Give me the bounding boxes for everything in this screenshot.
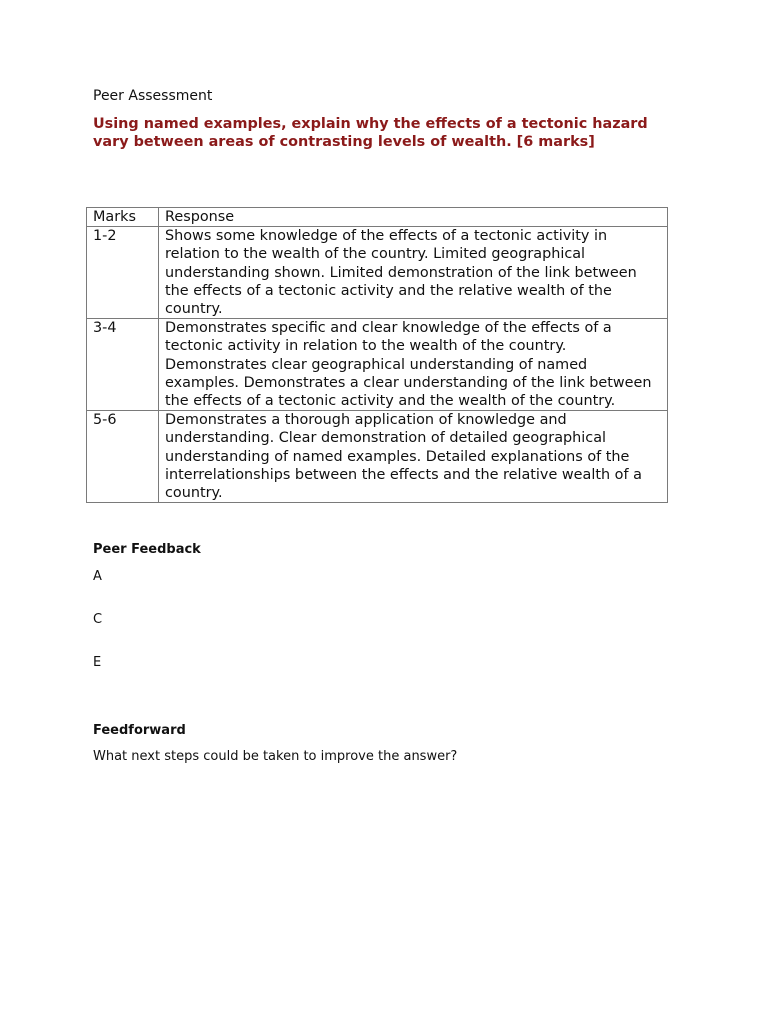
marks-cell: 3-4 xyxy=(87,319,159,411)
table-row xyxy=(87,411,668,503)
marks-column-header: Marks xyxy=(87,208,159,227)
table-header-row xyxy=(87,208,668,227)
table-row xyxy=(87,227,668,319)
response-cell: Shows some knowledge of the effects of a tectonic activity in relation to the wealth of the country. Limited geographical understanding shown. Limited demonstration of the link between the effects of a tectonic activity and the relative wealth of the country. xyxy=(159,227,668,319)
feedback-item-c: C xyxy=(93,612,103,627)
document-title: Peer Assessment xyxy=(93,88,213,104)
response-cell: Demonstrates specific and clear knowledge of the effects of a tectonic activity in relation to the wealth of the country. Demonstrates clear geographical understanding of named examples. Demonstrates a clear understanding of the link between the effects of a tectonic activity and the wealth of the country. xyxy=(159,319,668,411)
response-column-header: Response xyxy=(159,208,668,227)
peer-feedback-heading: Peer Feedback xyxy=(93,542,201,557)
mark-scheme-table xyxy=(86,207,668,503)
feedforward-prompt: What next steps could be taken to improve the answer? xyxy=(93,749,458,764)
response-cell: Demonstrates a thorough application of knowledge and understanding. Clear demonstration of detailed geographical understanding of named examples. Detailed explanations of the interrelationships between the effects and the relative wealth of a country. xyxy=(159,411,668,503)
question-text: Using named examples, explain why the effects of a tectonic hazard vary between areas of contrasting levels of wealth. [6 marks] xyxy=(93,116,648,150)
table-row xyxy=(87,319,668,411)
marks-cell: 5-6 xyxy=(87,411,159,503)
marks-cell: 1-2 xyxy=(87,227,159,319)
feedback-item-e: E xyxy=(93,655,102,670)
feedback-item-a: A xyxy=(93,569,102,584)
feedforward-heading: Feedforward xyxy=(93,723,186,738)
